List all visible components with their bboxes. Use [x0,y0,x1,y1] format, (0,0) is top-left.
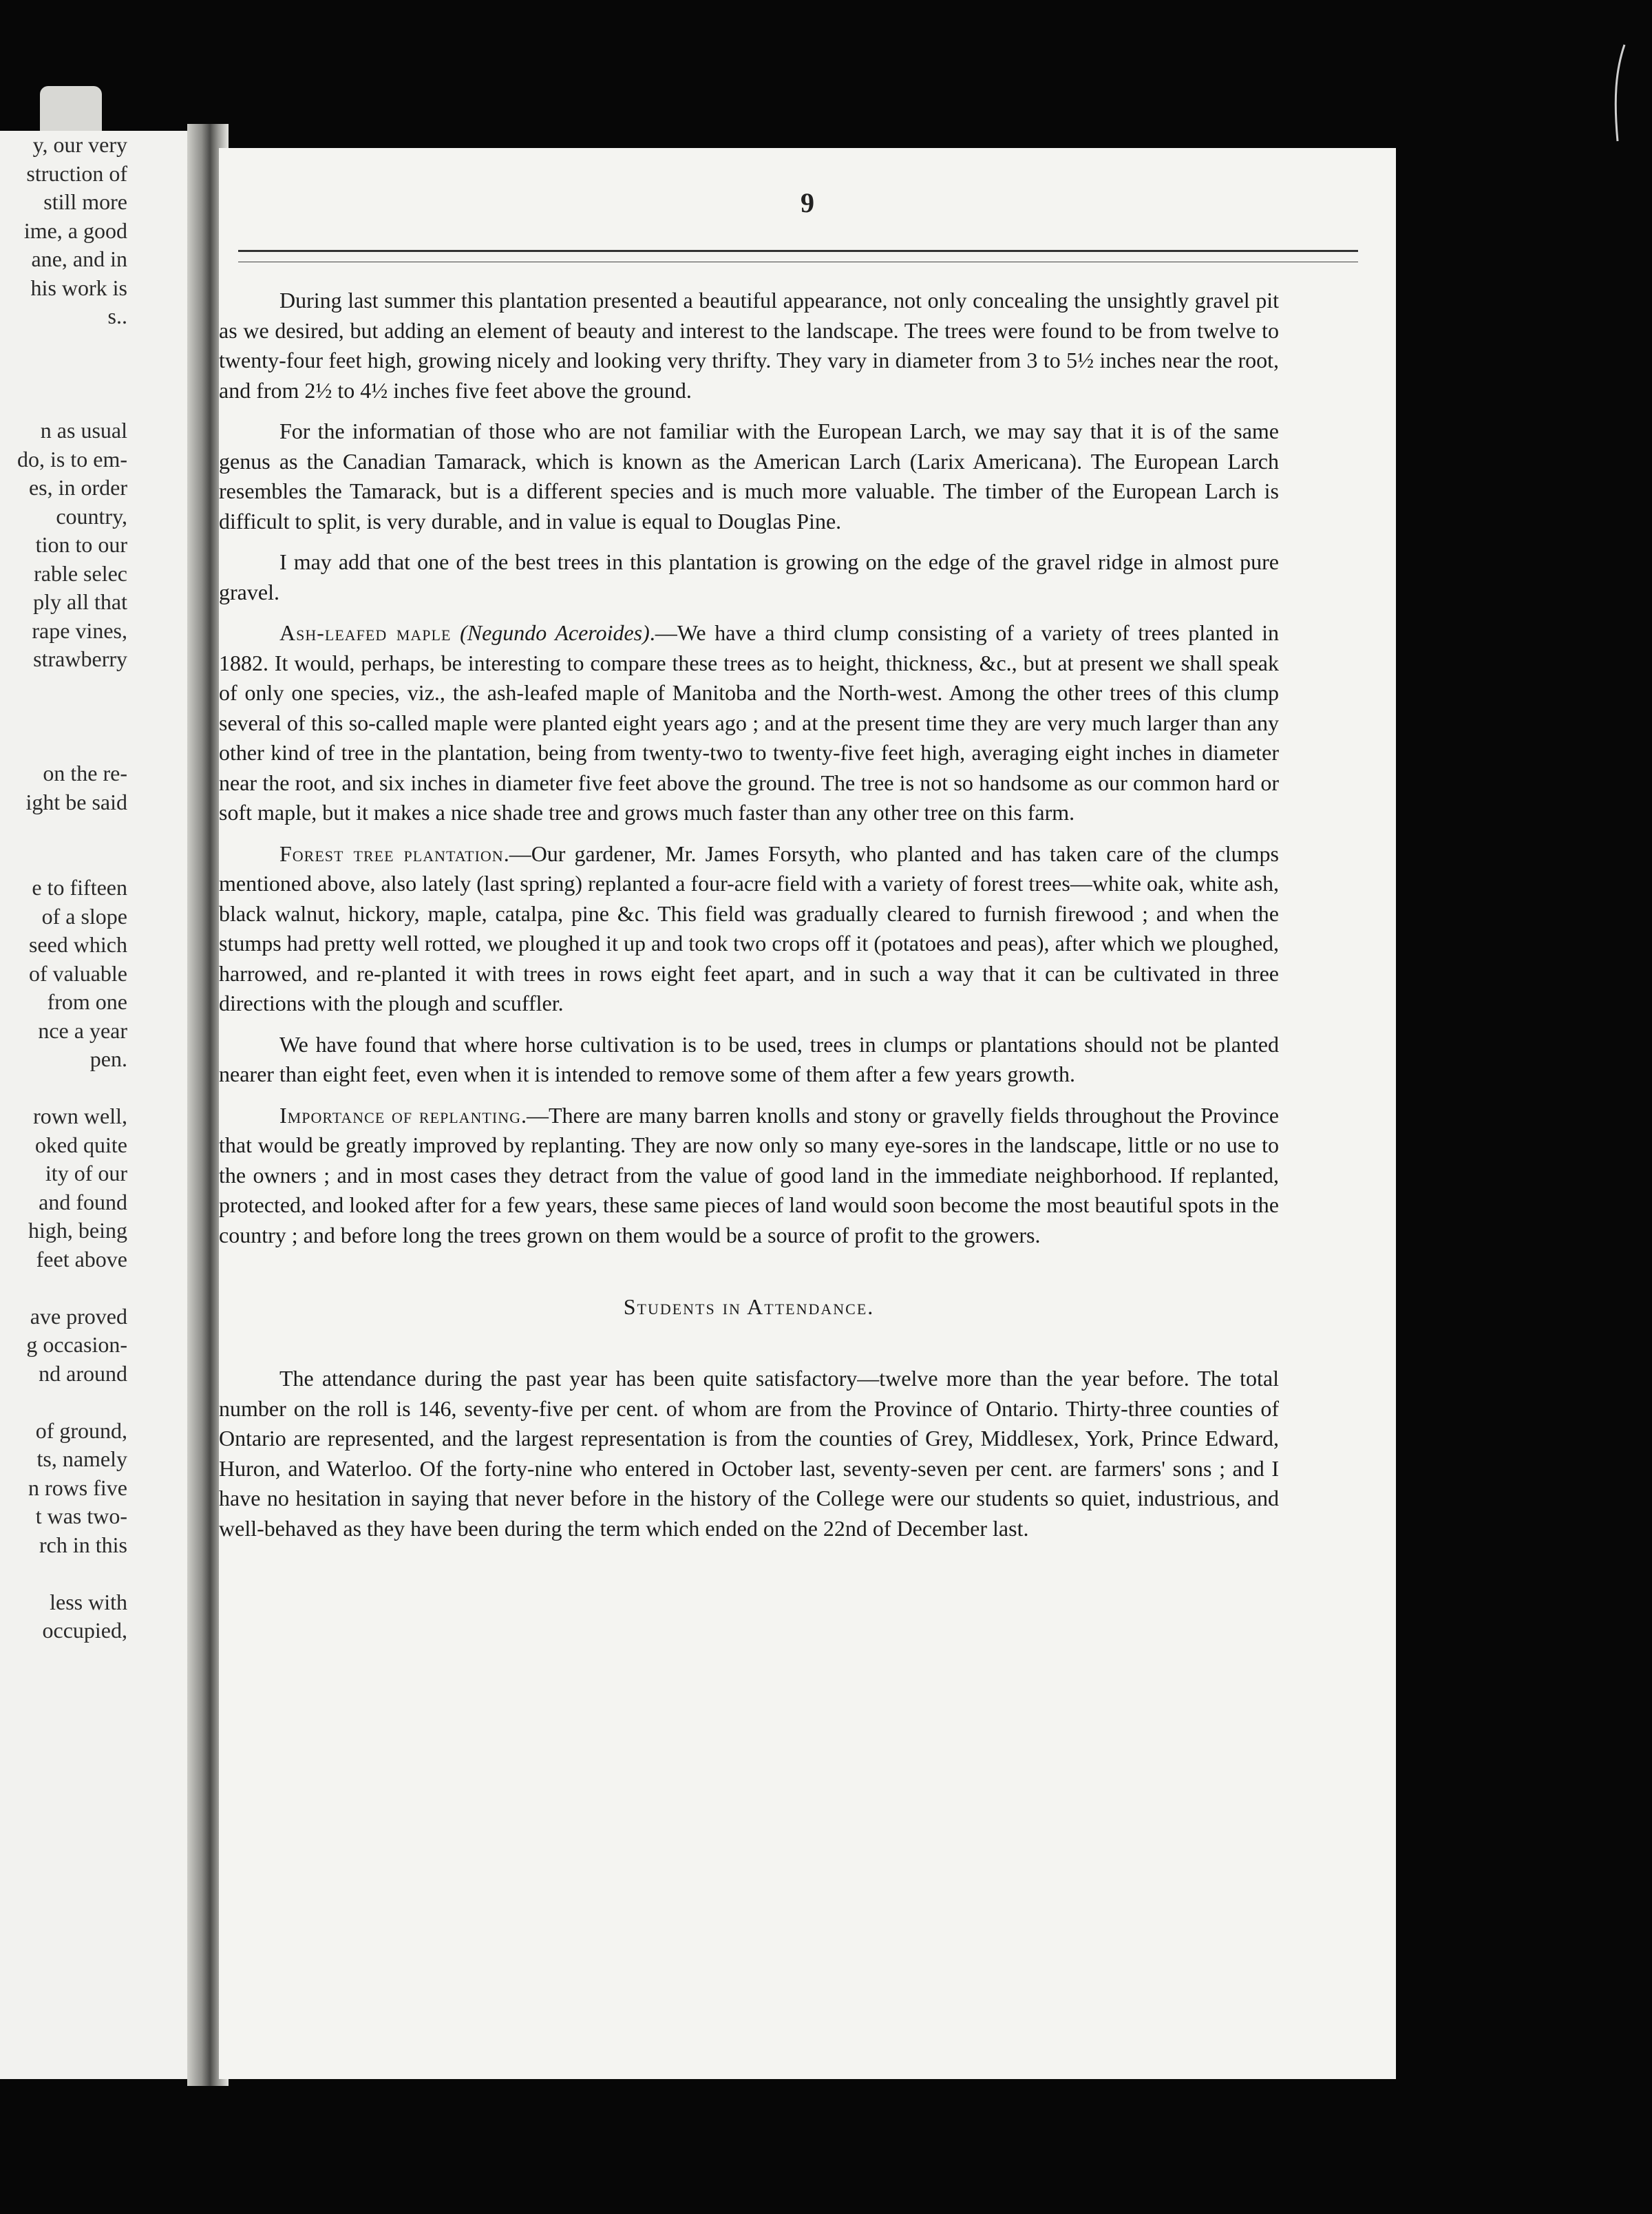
previous-page-line: of ground, [35,1417,127,1443]
paragraph-ash-leafed-maple [219,618,1279,828]
previous-page-line: rape vines, [32,618,127,643]
previous-page-line: ply all that [33,589,127,614]
previous-page-line: n as usual [40,418,127,443]
previous-page-line [0,1074,127,1103]
previous-page-line [0,388,127,417]
previous-page-line: of a slope [41,903,127,929]
previous-page-line: of valuable [28,960,127,986]
previous-page-line [0,1274,127,1303]
forest-tree-text: .—Our gardener, Mr. James Forsyth, who planted and has taken care of the clumps mentioned above, also lately (last spring) replanted a four-acre field with a variety of forest trees—white oak, white ash, black walnut, hickory, maple, catalpa, pine &c. This field was gradually cleared to furnish firewood ; and when the stumps had pretty well rotted, we ploughed it up and took two crops off it (potatoes and peas), after which we ploughed, harrowed, and re-planted it with trees in rows eight feet apart, and in such a way that it can be cultivated in three directions with the plough and scuffler. [219,841,1280,1015]
previous-page-line: high, being [28,1218,127,1243]
previous-page-line: feet above [36,1246,127,1272]
previous-page-text [0,131,127,1645]
paragraph-plantation: During last summer this plantation presented a beautiful appearance, not only concealing the unsightly gravel pit as we desired, but adding an element of beauty and interest to the landscape. The trees were found to be from twelve to twenty-four feet high, growing nicely and looking very thrifty. They vary in diameter from 3 to 5½ inches near the root, and from 2½ to 4½ inches five feet above the ground. [219,288,1279,403]
previous-page-line: y, our very [32,132,127,157]
previous-page-line: less with [50,1589,127,1614]
paragraph-horse-cultivation: We have found that where horse cultivation is to be used, trees in clumps or plantations should not be planted nearer than eight feet, even when it is intended to remove some of them after a few years growth. [219,1031,1279,1086]
replanting-text: .—There are many barren knolls and stony or gravelly fields throughout the Province that would be greatly improved by replanting. They are now only so many eye-sores in the landscape, little or no use to the owners ; and in most cases they detract from the value of good land in the immediate neighborhood. If replanted, protected, and looked after for a few years, these same pieces of land would soon become the most beautiful spots in the country ; and before long the trees grown on them would be a source of profit to the growers. [219,1102,1280,1247]
previous-page-fragment [0,131,200,2079]
previous-page-line: s.. [107,304,127,328]
run-in-heading-forest-tree: Forest tree plantation [279,841,504,866]
previous-page-line [0,1559,127,1588]
current-page [219,148,1396,2079]
previous-page-line [0,359,127,388]
previous-page-line: occupied, [42,1618,127,1643]
previous-page-line: still more [43,189,127,214]
paragraph-best-trees: I may add that one of the best trees in this plantation is growing on the edge of the gravel ridge in almost pure gravel. [219,549,1279,604]
previous-page-line: n rows five [28,1475,127,1500]
previous-page-line: country, [56,503,127,529]
previous-page-line: ity of our [45,1161,127,1185]
previous-page-line [0,674,127,703]
previous-page-line: seed which [28,932,127,957]
previous-page-line [0,731,127,760]
scan-edge-mark [1604,41,1631,145]
ash-leafed-text: .—We have a third clump consisting of a variety of trees planted in 1882. It would, perhaps, be interesting to compare these trees as to height, thickness, &c., but at present we shall speak of only one species, viz., the ash-leafed maple of Manitoba and the North-west. Among the other trees of this clump several of this so-called maple were planted eight years ago ; and at the present time they are very much larger than any other kind of tree in the plantation, being from twenty-two to twenty-five feet high, averaging eight inches in diameter near the root, and six inches in diameter five feet above the ground. The tree is not so handsome as our common hard or soft maple, but it makes a nice shade tree and grows much faster than any other tree on this farm. [219,620,1280,825]
previous-page-line [0,702,127,731]
page-body [219,286,1279,1554]
previous-page-line: rch in this [39,1532,127,1557]
run-in-heading-ash-leafed-maple: Ash-leafed maple [279,620,452,645]
previous-page-line: g occasion- [26,1332,127,1357]
previous-page-line: rable selec [34,560,127,586]
previous-page-line: nce a year [38,1018,127,1043]
previous-page-line: from one [47,989,127,1014]
paragraph-forest-tree-plantation [219,839,1279,1019]
run-in-heading-replanting: Importance of replanting [279,1102,521,1128]
previous-page-line: ts, namely [36,1446,127,1471]
previous-page-line [0,816,127,845]
previous-page-line: ight be said [25,789,127,814]
previous-page-line: t was two- [35,1504,127,1528]
previous-page-line: tion to our [35,532,127,557]
previous-page-line: and found [39,1189,127,1214]
previous-page-line: ane, and in [31,246,127,271]
previous-page-line: strawberry [33,646,127,671]
paragraph-replanting [219,1101,1279,1251]
previous-page-line: on the re- [43,761,127,786]
previous-page-line: ime, a good [23,218,127,243]
section-heading: Students in Attendance. [623,1294,875,1319]
previous-page-line: nd around [39,1360,127,1386]
previous-page-line: es, in order [28,475,127,500]
previous-page-line: his work is [30,275,127,300]
page-number: 9 [801,187,814,218]
previous-page-line: rown well, [33,1104,127,1128]
previous-page-line: struction of [26,160,127,186]
previous-page-line [0,1388,127,1417]
header-rule [238,250,1358,262]
previous-page-line: do, is to em- [17,446,127,472]
latin-name: (Negundo Aceroides) [460,620,650,645]
previous-page-line: oked quite [34,1132,127,1157]
paragraph-attendance: The attendance during the past year has been quite satisfactory—twelve more than the year before. The total number on the roll is 146, seventy-five per cent. of whom are from the Province of Ontario. Thirty-three counties of Ontario are represented, and the largest representation is from the counties of Grey, Middlesex, York, Prince Edward, Huron, and Waterloo. Of the forty-nine who entered in October last, seventy-seven per cent. are farmers' sons ; and I have no hesitation in saying that never before in the history of the College were our students so quiet, industrious, and well-behaved as they have been during the term which ended on the 22nd of December last. [219,1366,1279,1541]
previous-page-line: e to fifteen [32,875,127,900]
previous-page-line: ave proved [30,1303,127,1329]
previous-page-line [0,331,127,360]
paragraph-european-larch: For the informatian of those who are not familiar with the European Larch, we may say that it is of the same genus as the Canadian Tamarack, which is known as the American Larch (Larix Americana). The European Larch resembles the Tamarack, but is a different species and is much more valuable. The timber of the European Larch is difficult to split, is very durable, and in value is equal to Douglas Pine. [219,419,1279,534]
previous-page-line [0,845,127,874]
previous-page-line: pen. [89,1046,127,1071]
